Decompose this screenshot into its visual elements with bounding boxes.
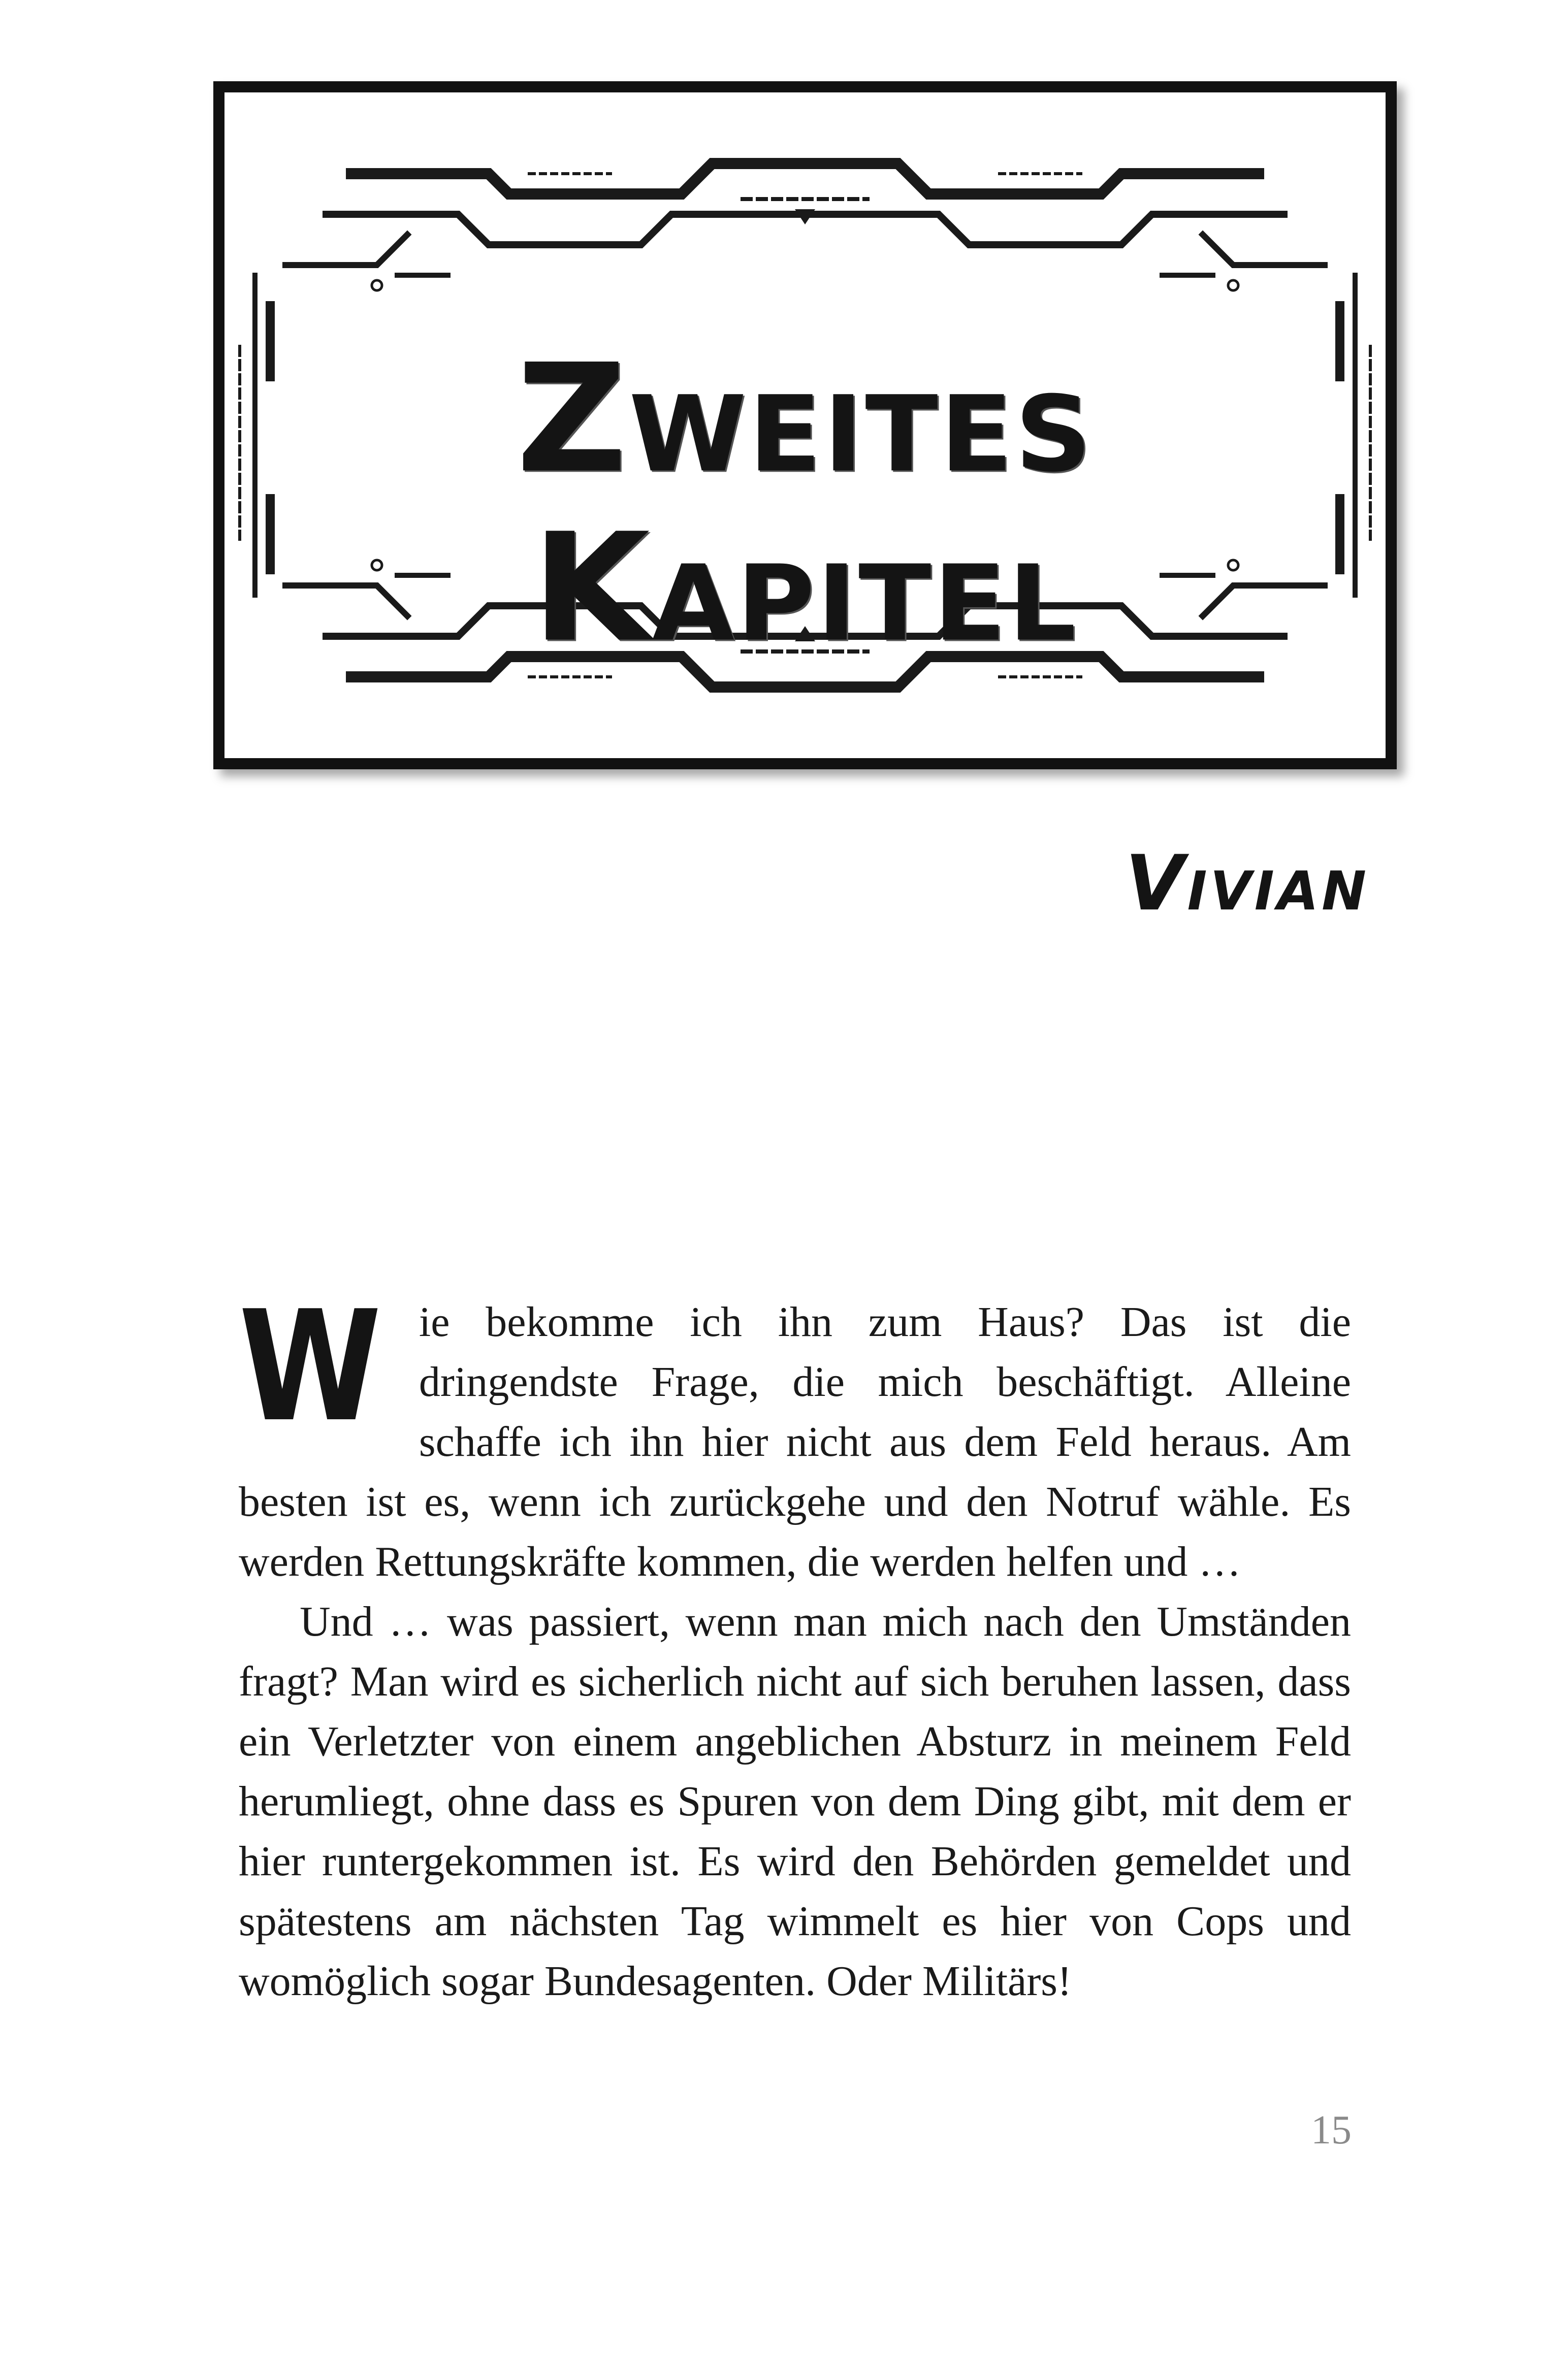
chapter-header-frame	[213, 81, 1397, 769]
chapter-title: Zweites Kapitel	[516, 332, 1094, 675]
pov-character-name: Vivian	[1125, 839, 1369, 928]
paragraph-1	[239, 1278, 1351, 1592]
paragraph-2: Und … was passiert, wenn man mich nach den Umständen fragt? Man wird es sicherlich nicht auf sich beruhen lassen, dass ein Verletzter von einem angeblichen Absturz in meinem Feld herumliegt, ohne dass es Spuren von dem Ding gibt, mit dem er hier runtergekommen ist. Es wird den Behörden gemeldet und spätestens am nächsten Tag wimmelt es hier von Cops und womöglich sogar Bundesagenten. Oder Militärs!	[239, 1598, 1351, 2005]
body-text	[239, 1278, 1351, 2011]
drop-cap: W	[239, 1278, 382, 1455]
paragraph-1-text: ie bekomme ich ihn zum Haus? Das ist die dringendste Frage, die mich beschäftigt. Alleine schaffe ich ihn hier nicht aus dem Feld heraus. Am besten ist es, wenn ich zurückgehe und den Notruf wähle. Es werden Rettungskräfte kommen, die werden helfen und …	[239, 1298, 1351, 1585]
page-number: 15	[1311, 2108, 1352, 2153]
